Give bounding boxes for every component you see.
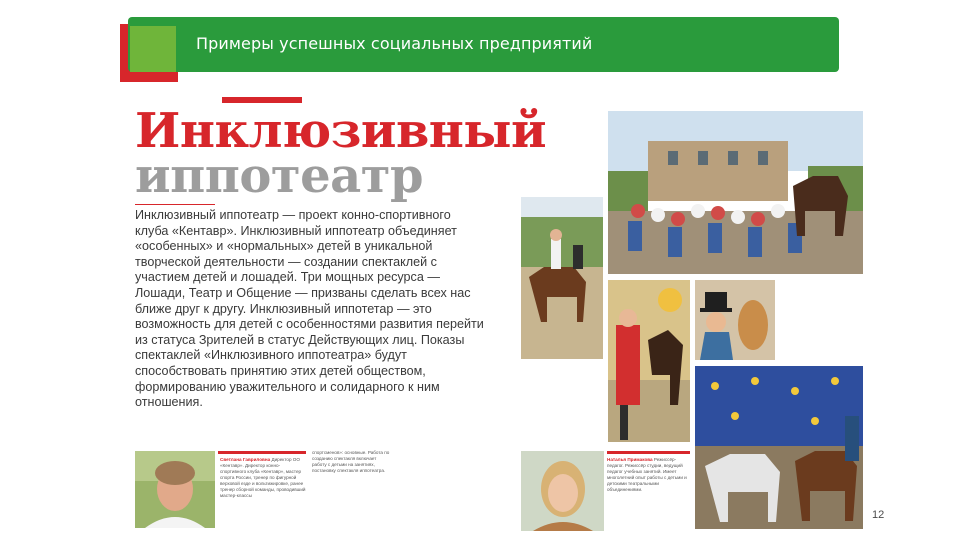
slide-title: Примеры успешных социальных предприятий: [196, 34, 593, 53]
portrait-caption-1: [220, 457, 306, 529]
caption-bar-1: [218, 451, 306, 454]
portrait-photo-1: [135, 451, 215, 528]
top-hat-photo: [695, 280, 775, 360]
caption-name: Наталья Примакова: [607, 457, 653, 462]
article-title: Инклюзивный: [135, 103, 547, 159]
performance-photo: [695, 366, 863, 529]
portrait-caption-2: [312, 450, 392, 482]
caption-name: Светлана Гавриловна: [220, 457, 271, 462]
caption-text: Директор ОО «Кентавр». Директор конно-спортивного клуба «Кентавр», мастер спорта России, тренер по фигурной верховой езде и вольтижировке, ранее тренер сборной команды, проводивший мастер-классы: [220, 457, 306, 498]
portrait-caption-3: [607, 457, 689, 513]
costumed-horse-photo: [608, 280, 690, 442]
article-subtitle: иппотеатр: [135, 148, 424, 204]
page-number: 12: [872, 509, 885, 521]
portrait-photo-2: [521, 451, 604, 531]
title-underline: [135, 204, 215, 205]
article-body: Инклюзивный иппотеатр — проект конно-спортивного клуба «Кентавр». Инклюзивный иппотеатр объединяет «особенных» и «нормальных» детей в уникальной творческой деятельности — создании спектаклей с участием детей и лошадей. Три мощных ресурса — Лошади, Театр и Общение — призваны сделать всех нас ближе друг к другу. Инклюзивный иппотетар — это возможность для детей с особенностями развития перейти из статуса Зрителей в статус Действующих лиц. Показы спектаклей «Инклюзивного иппотеатра» будут способствовать принятию этих детей обществом, формированию уважительного и солидарного к ним отношения.: [135, 208, 484, 410]
group-photo: [608, 111, 863, 274]
header-accent-green: [130, 26, 176, 72]
horse-riders-photo: [521, 197, 603, 359]
caption-bar-2: [607, 451, 690, 454]
caption-text: спортсменов»: основные. Работа по созданию спектакля включает работу с детьми на занятиях, постановку спектакля иппотеатра.: [312, 450, 390, 473]
caption-text: Режиссёр-педагог. Режиссёр студии, ведущий педагог учебных занятий. Имеет многолетний опыт работы с детьми и детскими театральными объединениями.: [607, 457, 687, 492]
